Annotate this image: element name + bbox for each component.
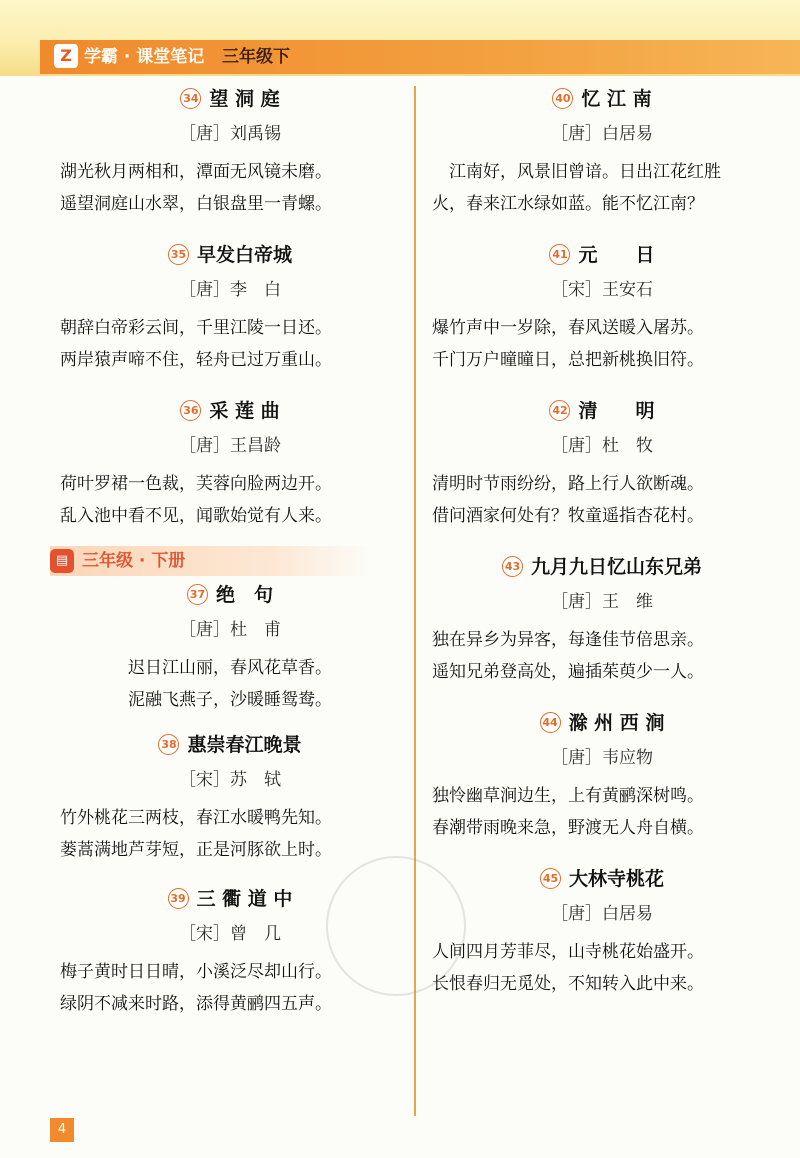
poem-line: 梅子黄时日日晴，小溪泛尽却山行。 bbox=[60, 962, 332, 982]
poem-author: ［唐］白居易 bbox=[551, 124, 653, 144]
poem-title: 采 莲 曲 bbox=[209, 400, 280, 422]
poem-line: 两岸猿声啼不住，轻舟已过万重山。 bbox=[60, 350, 332, 370]
poem-line: 春潮带雨晚来急，野渡无人舟自横。 bbox=[432, 818, 704, 838]
poem-title-row bbox=[432, 708, 772, 738]
poem-author: ［唐］王 维 bbox=[551, 592, 653, 612]
poem-38 bbox=[60, 730, 400, 866]
poem-line: 绿阴不减来时路，添得黄鹂四五声。 bbox=[60, 994, 332, 1014]
right-column bbox=[432, 84, 772, 1000]
poem-title-row bbox=[432, 396, 772, 426]
poem-line: 湖光秋月两相和，潭面无风镜未磨。 bbox=[60, 162, 332, 182]
poem-41 bbox=[432, 240, 772, 376]
poem-39 bbox=[60, 884, 400, 1020]
poem-author: ［宋］王安石 bbox=[551, 280, 653, 300]
poem-title: 忆 江 南 bbox=[581, 88, 652, 110]
poem-number: 39 bbox=[168, 888, 189, 909]
poem-line: 竹外桃花三两枝，春江水暖鸭先知。 bbox=[60, 808, 332, 828]
poem-title-row bbox=[60, 396, 400, 426]
poem-title-row bbox=[432, 552, 772, 582]
poem-author: ［唐］杜 牧 bbox=[551, 436, 653, 456]
book-icon: ▤ bbox=[50, 549, 74, 573]
section-banner bbox=[50, 546, 370, 576]
poem-author: ［唐］韦应物 bbox=[551, 748, 653, 768]
poem-36 bbox=[60, 396, 400, 532]
poem-line: 蒌蒿满地芦芽短，正是河豚欲上时。 bbox=[60, 840, 332, 860]
section-label: 三年级 · 下册 bbox=[82, 551, 186, 571]
poem-line: 独在异乡为异客，每逢佳节倍思亲。 bbox=[432, 630, 704, 650]
brand-title: 学霸 · 课堂笔记 bbox=[84, 47, 205, 67]
poem-title: 清 明 bbox=[578, 400, 655, 422]
poem-number: 45 bbox=[540, 868, 561, 889]
poem-43 bbox=[432, 552, 772, 688]
poem-line: 江南好，风景旧曾谙。日出江花红胜 bbox=[432, 162, 721, 182]
poem-line: 乱入池中看不见，闻歌始觉有人来。 bbox=[60, 506, 332, 526]
poem-title: 滁 州 西 涧 bbox=[568, 712, 665, 734]
poem-35 bbox=[60, 240, 400, 376]
poem-37 bbox=[60, 580, 400, 716]
poem-title: 元 日 bbox=[578, 244, 655, 266]
poem-title: 大林寺桃花 bbox=[568, 868, 664, 890]
poem-number: 37 bbox=[187, 584, 208, 605]
poem-line: 荷叶罗裙一色裁，芙蓉向脸两边开。 bbox=[60, 474, 332, 494]
poem-author: ［宋］曾 几 bbox=[179, 924, 281, 944]
poem-title-row bbox=[60, 240, 400, 270]
poem-number: 36 bbox=[180, 400, 201, 421]
poem-line: 长恨春归无觅处，不知转入此中来。 bbox=[432, 974, 704, 994]
poem-line: 独怜幽草涧边生，上有黄鹂深树鸣。 bbox=[432, 786, 704, 806]
poem-line: 迟日江山丽，春风花草香。 bbox=[128, 658, 332, 678]
poem-title: 三 衢 道 中 bbox=[196, 888, 293, 910]
poem-title-row bbox=[60, 84, 400, 114]
poem-number: 35 bbox=[168, 244, 189, 265]
poem-44 bbox=[432, 708, 772, 844]
poem-author: ［唐］李 白 bbox=[179, 280, 281, 300]
poem-title: 九月九日忆山东兄弟 bbox=[530, 556, 702, 578]
poem-title: 惠崇春江晚景 bbox=[187, 734, 302, 756]
poem-title-row bbox=[60, 580, 400, 610]
poem-line: 爆竹声中一岁除，春风送暖入屠苏。 bbox=[432, 318, 704, 338]
poem-line: 泥融飞燕子，沙暖睡鸳鸯。 bbox=[128, 690, 332, 710]
left-column bbox=[55, 84, 400, 1020]
poem-line: 遥望洞庭山水翠，白银盘里一青螺。 bbox=[60, 194, 332, 214]
poem-author: ［唐］杜 甫 bbox=[179, 620, 281, 640]
poem-number: 44 bbox=[540, 712, 561, 733]
poem-line: 火，春来江水绿如蓝。能不忆江南？ bbox=[432, 194, 704, 214]
poem-number: 41 bbox=[549, 244, 570, 265]
poem-title: 望 洞 庭 bbox=[209, 88, 280, 110]
poem-number: 40 bbox=[552, 88, 573, 109]
poem-number: 43 bbox=[502, 556, 523, 577]
grade-label: 三年级下 bbox=[222, 47, 290, 67]
page-number: 4 bbox=[50, 1118, 74, 1142]
poem-author: ［唐］王昌龄 bbox=[179, 436, 281, 456]
poem-45 bbox=[432, 864, 772, 1000]
poem-title-row bbox=[432, 864, 772, 894]
poem-line: 遥知兄弟登高处，遍插茱萸少一人。 bbox=[432, 662, 704, 682]
poem-title-row bbox=[60, 884, 400, 914]
poem-title-row bbox=[432, 240, 772, 270]
poem-line: 借问酒家何处有？牧童遥指杏花村。 bbox=[432, 506, 704, 526]
poem-line: 清明时节雨纷纷，路上行人欲断魂。 bbox=[432, 474, 704, 494]
poem-34 bbox=[60, 84, 400, 220]
poem-line: 朝辞白帝彩云间，千里江陵一日还。 bbox=[60, 318, 332, 338]
poem-author: ［唐］刘禹锡 bbox=[179, 124, 281, 144]
poem-42 bbox=[432, 396, 772, 532]
poem-title: 早发白帝城 bbox=[196, 244, 292, 266]
poem-40 bbox=[432, 84, 772, 220]
poem-author: ［唐］白居易 bbox=[551, 904, 653, 924]
poem-number: 34 bbox=[180, 88, 201, 109]
poem-author: ［宋］苏 轼 bbox=[179, 770, 281, 790]
poem-title-row bbox=[60, 730, 400, 760]
poem-line: 人间四月芳菲尽，山寺桃花始盛开。 bbox=[432, 942, 704, 962]
poem-title: 绝 句 bbox=[215, 584, 273, 606]
logo-icon: Z bbox=[54, 44, 78, 68]
poem-number: 38 bbox=[158, 734, 179, 755]
poem-title-row bbox=[432, 84, 772, 114]
poem-number: 42 bbox=[549, 400, 570, 421]
poem-line: 千门万户曈曈日，总把新桃换旧符。 bbox=[432, 350, 704, 370]
